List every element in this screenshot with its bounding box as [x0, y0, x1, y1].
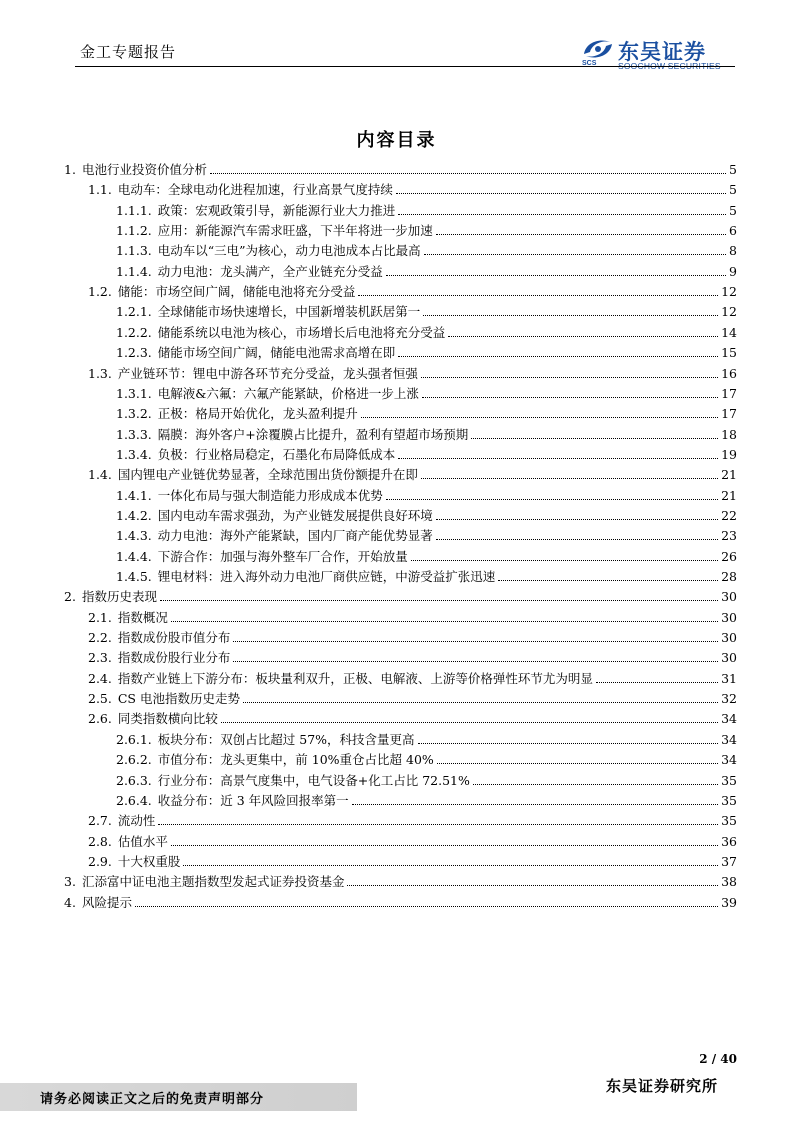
toc-entry[interactable]	[64, 891, 737, 910]
toc-entry[interactable]	[88, 809, 737, 828]
toc-entry-title: 收益分布：近 3 年风险回报率第一	[157, 792, 349, 808]
toc-entry-page: 38	[721, 874, 737, 890]
toc-entry-title: 流动性	[117, 813, 156, 829]
toc-dot-leader	[158, 824, 718, 825]
toc-entry-title: 下游合作：加强与海外整车厂合作，开始放量	[157, 548, 408, 564]
toc-entry-number: 1.4.3.	[116, 528, 152, 544]
toc-entry-number: 2.1.	[88, 609, 112, 625]
toc-entry-page: 22	[721, 507, 737, 523]
report-type-label: 金工专题报告	[80, 43, 177, 61]
toc-entry-page: 32	[721, 691, 737, 707]
toc-entry-page: 23	[721, 528, 737, 544]
toc-entry-number: 4.	[64, 894, 76, 910]
page-number: 2 / 40	[699, 1052, 737, 1066]
toc-entry-number: 2.8.	[88, 833, 112, 849]
toc-dot-leader	[421, 478, 718, 479]
toc-entry-page: 18	[721, 426, 737, 442]
toc-entry[interactable]	[116, 728, 737, 747]
toc-entry[interactable]	[88, 687, 737, 706]
toc-entry-number: 1.2.3.	[116, 345, 152, 361]
toc-entry-title: 产业链环节：锂电中游各环节充分受益，龙头强者恒强	[117, 365, 418, 381]
toc-dot-leader	[396, 193, 726, 194]
swirl-logo-icon	[580, 36, 616, 62]
toc-entry-title: 风险提示	[81, 894, 132, 910]
toc-entry-title: 隔膜：海外客户+涂覆膜占比提升，盈利有望超市场预期	[157, 426, 469, 442]
toc-entry[interactable]	[116, 748, 737, 767]
toc-entry-number: 1.4.1.	[116, 487, 152, 503]
toc-entry-number: 1.1.1.	[116, 202, 152, 218]
toc-entry-page: 15	[721, 345, 737, 361]
toc-entry-number: 2.4.	[88, 670, 112, 686]
logo-english-name: SOOCHOW SECURITIES	[618, 61, 721, 71]
toc-entry-number: 1.1.4.	[116, 263, 152, 279]
toc-dot-leader	[398, 214, 726, 215]
toc-dot-leader	[418, 743, 719, 744]
toc-entry[interactable]	[64, 585, 737, 604]
toc-dot-leader	[221, 722, 718, 723]
toc-entry-number: 1.3.2.	[116, 406, 152, 422]
toc-dot-leader	[358, 295, 718, 296]
toc-entry[interactable]	[88, 646, 737, 665]
toc-entry-page: 16	[721, 365, 737, 381]
toc-entry[interactable]	[88, 707, 737, 726]
toc-entry-page: 5	[729, 202, 737, 218]
toc-dot-leader	[411, 560, 718, 561]
toc-entry[interactable]	[88, 626, 737, 645]
toc-title: 内容目录	[356, 130, 437, 151]
toc-dot-leader	[171, 845, 718, 846]
toc-entry-title: 锂电材料：进入海外动力电池厂商供应链，中游受益扩张迅速	[157, 569, 496, 584]
toc-entry-page: 9	[729, 263, 737, 279]
toc-entry-number: 2.2.	[88, 630, 112, 646]
toc-entry-number: 1.3.4.	[116, 446, 152, 462]
toc-entry-page: 17	[721, 385, 737, 401]
toc-entry[interactable]	[116, 382, 737, 401]
toc-entry-number: 1.2.2.	[116, 324, 152, 340]
toc-entry[interactable]	[116, 199, 737, 218]
company-logo	[580, 36, 740, 70]
toc-entry-title: 政策：宏观政策引导，新能源行业大力推进	[157, 202, 396, 218]
toc-entry[interactable]	[116, 219, 737, 238]
toc-entry-title: 动力电池：龙头满产，全产业链充分受益	[157, 263, 383, 279]
toc-dot-leader	[498, 580, 718, 581]
toc-entry-page: 35	[721, 772, 737, 788]
toc-entry-number: 2.6.3.	[116, 772, 152, 788]
toc-entry-page: 35	[721, 813, 737, 829]
toc-entry[interactable]	[88, 850, 737, 869]
toc-entry[interactable]	[88, 463, 737, 482]
toc-entry-number: 1.3.3.	[116, 426, 152, 442]
toc-dot-leader	[361, 417, 718, 418]
toc-entry-number: 2.6.4.	[116, 792, 152, 808]
toc-entry-title: 汇添富中证电池主题指数型发起式证券投资基金	[81, 874, 345, 890]
toc-dot-leader	[436, 519, 718, 520]
toc-entry-page: 36	[721, 833, 737, 849]
toc-entry-number: 1.4.2.	[116, 507, 152, 523]
toc-dot-leader	[352, 804, 718, 805]
logo-chinese-name: 东吴证券	[618, 40, 706, 64]
toc-entry-page: 34	[721, 711, 737, 727]
toc-entry-page: 12	[721, 284, 737, 300]
toc-entry-title: 一体化布局与强大制造能力形成成本优势	[157, 487, 383, 503]
toc-dot-leader	[233, 641, 718, 642]
toc-entry-title: 储能：市场空间广阔，储能电池将充分受益	[117, 284, 356, 300]
toc-entry-page: 30	[721, 609, 737, 625]
toc-entry-page: 31	[721, 670, 737, 686]
toc-entry[interactable]	[116, 239, 737, 258]
toc-dot-leader	[386, 499, 718, 500]
toc-dot-leader	[171, 621, 718, 622]
toc-entry[interactable]	[116, 321, 737, 340]
toc-entry-page: 37	[721, 853, 737, 869]
toc-entry-number: 2.6.1.	[116, 731, 152, 747]
toc-entry-title: 十大权重股	[117, 853, 181, 869]
toc-entry-page: 34	[721, 731, 737, 747]
toc-entry-page: 5	[729, 162, 737, 177]
toc-entry-title: 指数成份股市值分布	[117, 630, 231, 646]
toc-entry[interactable]	[88, 667, 737, 686]
toc-entry-page: 30	[721, 630, 737, 646]
toc-entry[interactable]	[116, 443, 737, 462]
toc-entry[interactable]	[88, 178, 737, 197]
toc-dot-leader	[386, 275, 726, 276]
toc-entry-title: 同类指数横向比较	[117, 711, 218, 727]
toc-entry-page: 5	[729, 182, 737, 198]
toc-entry-page: 12	[721, 304, 737, 320]
toc-entry-page: 34	[721, 752, 737, 768]
toc-entry-title: 应用：新能源汽车需求旺盛，下半年将进一步加速	[157, 223, 433, 239]
toc-entry-page: 30	[721, 650, 737, 666]
toc-dot-leader	[422, 397, 718, 398]
toc-entry-number: 1.3.	[88, 365, 112, 381]
toc-entry-number: 1.	[64, 162, 76, 177]
toc-entry-page: 14	[721, 324, 737, 340]
toc-entry-number: 1.2.1.	[116, 304, 152, 320]
toc-entry-number: 1.4.5.	[116, 569, 152, 584]
toc-entry-title: 指数历史表现	[81, 589, 157, 605]
toc-entry-number: 1.1.2.	[116, 223, 152, 239]
toc-entry[interactable]	[116, 423, 737, 442]
toc-entry[interactable]	[88, 606, 737, 625]
toc-entry[interactable]	[64, 158, 737, 177]
toc-entry[interactable]	[116, 565, 737, 584]
toc-entry-page: 21	[721, 487, 737, 503]
toc-dot-leader	[424, 254, 726, 255]
toc-entry-title: 指数产业链上下游分布：板块量利双升，正极、电解液、上游等价格弹性环节尤为明显	[117, 670, 593, 686]
toc-dot-leader	[436, 539, 718, 540]
toc-dot-leader	[437, 763, 718, 764]
toc-entry-number: 2.5.	[88, 691, 112, 707]
toc-dot-leader	[183, 865, 718, 866]
toc-entry[interactable]	[116, 769, 737, 788]
toc-entry[interactable]	[116, 545, 737, 564]
toc-entry[interactable]	[88, 830, 737, 849]
toc-dot-leader	[473, 784, 718, 785]
logo-abbr: SCS	[582, 60, 597, 67]
toc-entry[interactable]	[88, 280, 737, 299]
toc-entry-number: 2.	[64, 589, 76, 605]
toc-entry-page: 35	[721, 792, 737, 808]
toc-dot-leader	[471, 438, 718, 439]
toc-entry-title: 电解液&六氟：六氟产能紧缺，价格进一步上涨	[157, 385, 419, 401]
toc-entry-page: 21	[721, 467, 737, 483]
toc-entry-number: 3.	[64, 874, 76, 890]
toc-dot-leader	[436, 234, 726, 235]
toc-entry-number: 1.1.3.	[116, 243, 152, 259]
toc-entry[interactable]	[116, 484, 737, 503]
toc-entry-number: 1.4.	[88, 467, 112, 483]
toc-entry-page: 30	[721, 589, 737, 605]
toc-entry-title: 国内电动车需求强劲，为产业链发展提供良好环境	[157, 507, 433, 523]
toc-entry-number: 1.4.4.	[116, 548, 152, 564]
toc-entry-title: 指数概况	[117, 609, 168, 625]
toc-entry-page: 8	[729, 243, 737, 259]
toc-dot-leader	[210, 173, 726, 174]
toc-entry[interactable]	[64, 870, 737, 889]
footer-institute: 东吴证券研究所	[605, 1077, 718, 1095]
toc-dot-leader	[160, 600, 718, 601]
toc-entry-number: 1.3.1.	[116, 385, 152, 401]
toc-entry-title: 动力电池：海外产能紧缺，国内厂商产能优势显著	[157, 528, 433, 544]
toc-entry-number: 1.2.	[88, 284, 112, 300]
header-divider	[75, 66, 735, 67]
toc-dot-leader	[135, 906, 718, 907]
toc-dot-leader	[423, 315, 718, 316]
toc-entry-number: 2.6.	[88, 711, 112, 727]
footer-disclaimer: 请务必阅读正文之后的免责声明部分	[40, 1092, 265, 1107]
toc-entry-title: 板块分布：双创占比超过 57%，科技含量更高	[157, 731, 415, 747]
toc-entry-title: 负极：行业格局稳定，石墨化布局降低成本	[157, 446, 396, 462]
toc-entry-title: 储能系统以电池为核心，市场增长后电池将充分受益	[157, 324, 446, 340]
toc-entry-number: 2.6.2.	[116, 752, 152, 768]
toc-entry[interactable]	[116, 341, 737, 360]
toc-entry[interactable]	[116, 524, 737, 543]
toc-dot-leader	[448, 336, 718, 337]
toc-entry-title: 电池行业投资价值分析	[81, 162, 207, 177]
toc-entry-title: CS 电池指数历史走势	[117, 691, 240, 707]
toc-dot-leader	[421, 377, 718, 378]
toc-entry-page: 6	[729, 223, 737, 239]
toc-entry-title: 指数成份股行业分布	[117, 650, 231, 666]
toc-entry[interactable]	[116, 260, 737, 279]
toc-entry[interactable]	[88, 362, 737, 381]
toc-entry-title: 正极：格局开始优化，龙头盈利提升	[157, 406, 358, 422]
toc-entry-title: 国内锂电产业链优势显著，全球范围出货份额提升在即	[117, 467, 418, 483]
toc-entry-page: 26	[721, 548, 737, 564]
toc-entry-title: 全球储能市场快速增长，中国新增装机跃居第一	[157, 304, 421, 320]
toc-entry-page: 17	[721, 406, 737, 422]
toc-entry[interactable]	[116, 300, 737, 319]
toc-entry-number: 2.9.	[88, 853, 112, 869]
toc-entry-number: 2.3.	[88, 650, 112, 666]
toc-entry-page: 39	[721, 894, 737, 910]
toc-dot-leader	[243, 702, 718, 703]
toc-entry-number: 2.7.	[88, 813, 112, 829]
toc-entry-number: 1.1.	[88, 182, 112, 198]
toc-dot-leader	[398, 458, 718, 459]
toc-entry[interactable]	[116, 789, 737, 808]
toc-entry-title: 行业分布：高景气度集中，电气设备+化工占比 72.51%	[157, 772, 470, 788]
toc-entry-title: 市值分布：龙头更集中，前 10%重仓占比超 40%	[157, 752, 434, 768]
toc-entry-title: 电动车以“三电”为核心，动力电池成本占比最高	[157, 243, 421, 259]
toc-dot-leader	[347, 885, 718, 886]
toc-dot-leader	[233, 661, 718, 662]
toc-entry-page: 19	[721, 446, 737, 462]
toc-entry-page: 28	[721, 569, 737, 584]
toc-entry[interactable]	[116, 402, 737, 421]
toc-entry-title: 估值水平	[117, 833, 168, 849]
toc-entry-title: 电动车：全球电动化进程加速，行业高景气度持续	[117, 182, 393, 198]
toc-dot-leader	[398, 356, 718, 357]
toc-entry[interactable]	[116, 504, 737, 523]
toc-dot-leader	[596, 682, 718, 683]
toc-entry-title: 储能市场空间广阔，储能电池需求高增在即	[157, 345, 396, 361]
